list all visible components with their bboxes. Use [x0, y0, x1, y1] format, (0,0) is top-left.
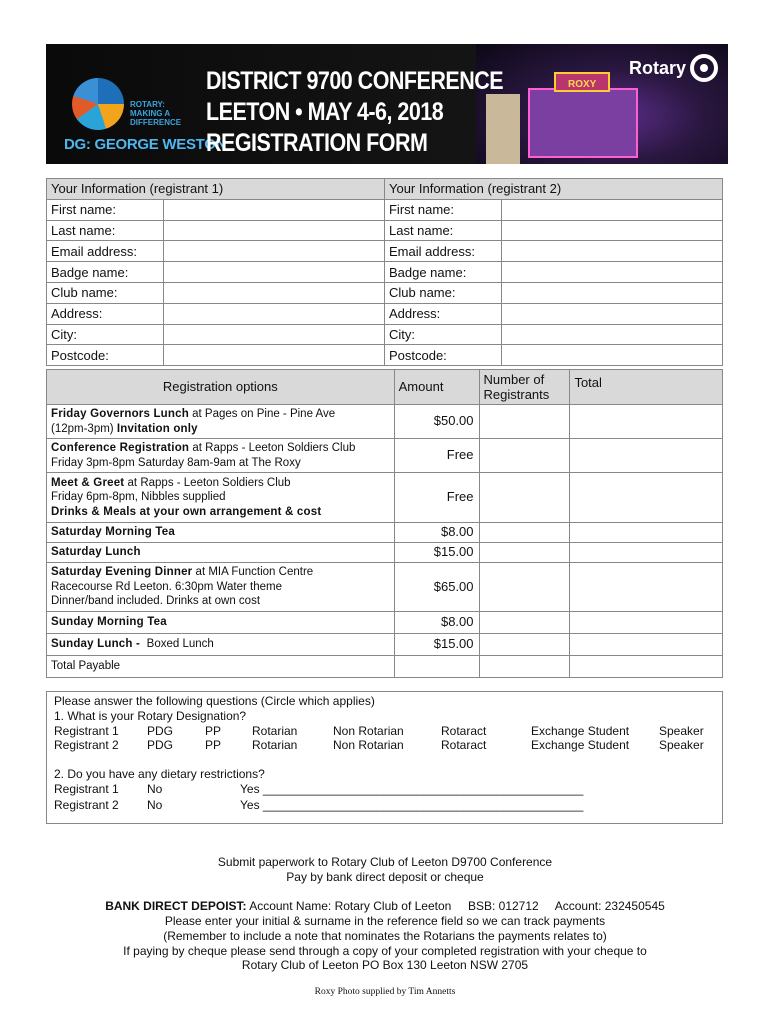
registrant1-field-label: Last name: [47, 220, 164, 241]
registrant2-field-input[interactable] [501, 262, 722, 283]
title-line-1: DISTRICT 9700 CONFERENCE [206, 67, 504, 95]
registrant2-field-input[interactable] [501, 345, 722, 366]
designation-option[interactable]: Rotarian [252, 724, 298, 738]
designation-option[interactable]: PP [205, 724, 222, 738]
registrant2-field-label: Badge name: [384, 262, 501, 283]
registrant1-field-label: Badge name: [47, 262, 164, 283]
title-line-2: LEETON • MAY 4-6, 2018 [206, 98, 444, 126]
info-row [47, 324, 723, 345]
logo-text-2: MAKING A [130, 109, 171, 118]
option-bold-text: Sunday Morning Tea [51, 615, 167, 628]
logo-text-3: DIFFERENCE [130, 118, 182, 127]
info-row [47, 262, 723, 283]
option-description [47, 543, 395, 563]
questions-box [46, 691, 723, 824]
option-row [47, 523, 723, 543]
registrant2-field-label: First name: [384, 199, 501, 220]
option-description [47, 611, 395, 633]
rotary-making-a-difference-logo [72, 78, 124, 130]
registrant-info-table [46, 178, 723, 366]
designation-option[interactable]: PDG [147, 738, 174, 752]
designation-option[interactable]: Rotarian [252, 738, 298, 752]
registrant2-field-input[interactable] [501, 282, 722, 303]
diet-registrant2-yes[interactable]: Yes ________________________________________________ [240, 798, 584, 812]
total-header: Total [570, 370, 723, 405]
option-number-input[interactable] [479, 439, 570, 473]
registrant2-field-label: Address: [384, 303, 501, 324]
option-text: Friday 3pm-8pm Saturday 8am-9am at The Roxy [51, 456, 301, 469]
option-text: Boxed Lunch [143, 637, 214, 650]
option-description [47, 439, 395, 473]
amount-header: Amount [394, 370, 479, 405]
option-text: Racecourse Rd Leeton. 6:30pm Water theme [51, 580, 282, 593]
info-row [47, 220, 723, 241]
logo-text-1: ROTARY: [130, 100, 165, 109]
question-1: 1. What is your Rotary Designation? [54, 709, 247, 723]
option-total-input[interactable] [570, 543, 723, 563]
registrant2-field-input[interactable] [501, 220, 722, 241]
logo-tagline [130, 100, 181, 127]
registrant1-field-label: Email address: [47, 241, 164, 262]
registrant1-field-label: Postcode: [47, 345, 164, 366]
diet-registrant2-no[interactable]: No [147, 798, 163, 812]
bank-label: BANK DIRECT DEPOIST: [105, 899, 247, 913]
designation-option[interactable]: Non Rotarian [333, 724, 404, 738]
cheque-instruction: If paying by cheque please send through a copy of your completed registration with your cheque to [123, 944, 647, 958]
option-bold-text: Meet & Greet [51, 476, 125, 489]
total-payable-number[interactable] [479, 655, 570, 677]
registrant2-header: Your Information (registrant 2) [384, 179, 722, 200]
diet-registrant1-yes[interactable]: Yes ________________________________________________ [240, 782, 584, 796]
registrant2-field-input[interactable] [501, 241, 722, 262]
registrant1-field-label: City: [47, 324, 164, 345]
designation-option[interactable]: Rotaract [441, 738, 487, 752]
option-text: Friday 6pm-8pm, Nibbles supplied [51, 491, 226, 504]
designation-reg2-label: Registrant 2 [54, 738, 119, 752]
info-row [47, 345, 723, 366]
title-line-3: REGISTRATION FORM [206, 129, 428, 157]
option-row [47, 543, 723, 563]
option-bold-text: Saturday Lunch [51, 546, 141, 559]
registrant1-field-input[interactable] [163, 282, 384, 303]
registrant2-field-label: Postcode: [384, 345, 501, 366]
info-row [47, 241, 723, 262]
option-amount: $50.00 [394, 405, 479, 439]
registrant1-field-input[interactable] [163, 345, 384, 366]
designation-option[interactable]: Non Rotarian [333, 738, 404, 752]
total-payable-amount [394, 655, 479, 677]
registrant1-field-input[interactable] [163, 262, 384, 283]
registrant2-field-label: City: [384, 324, 501, 345]
registrant1-header: Your Information (registrant 1) [47, 179, 385, 200]
option-total-input[interactable] [570, 563, 723, 612]
option-amount: $65.00 [394, 563, 479, 612]
option-row [47, 633, 723, 655]
registrant1-field-input[interactable] [163, 199, 384, 220]
bank-deposit-line [0, 899, 770, 913]
registrant2-field-input[interactable] [501, 303, 722, 324]
district-governor: DG: GEORGE WESTON [64, 136, 227, 153]
designation-option[interactable]: Speaker [659, 738, 704, 752]
page-title [206, 66, 503, 159]
option-number-input[interactable] [479, 405, 570, 439]
option-amount: Free [394, 439, 479, 473]
option-number-input[interactable] [479, 563, 570, 612]
photo-credit: Roxy Photo supplied by Tim Annetts [314, 987, 456, 997]
info-row [47, 282, 723, 303]
option-total-input[interactable] [570, 439, 723, 473]
option-description [47, 633, 395, 655]
question-2: 2. Do you have any dietary restrictions? [54, 767, 265, 781]
option-text: at Rapps - Leeton Soldiers Club [124, 476, 291, 489]
option-text: at MIA Function Centre [192, 566, 314, 578]
option-amount: Free [394, 473, 479, 523]
option-bold-text: Sunday Lunch - [51, 637, 144, 650]
option-number-input[interactable] [479, 473, 570, 523]
total-payable-total[interactable] [570, 655, 723, 677]
theatre-building [528, 88, 638, 158]
registrant2-field-label: Last name: [384, 220, 501, 241]
options-header: Registration options [47, 370, 395, 405]
option-text: (12pm-3pm) [51, 422, 117, 435]
designation-option[interactable]: Exchange Student [531, 738, 630, 752]
designation-option[interactable]: Speaker [659, 724, 704, 738]
bank-details: Account Name: Rotary Club of Leeton BSB: 012712 Account: 232450545 [246, 899, 665, 913]
registrant1-field-input[interactable] [163, 241, 384, 262]
registration-options-table [46, 369, 723, 678]
option-total-input[interactable] [570, 405, 723, 439]
option-bold-text: Friday Governors Lunch [51, 408, 189, 420]
option-number-input[interactable] [479, 543, 570, 563]
submit-text: Submit paperwork to Rotary Club of Leeton D9700 Conference [217, 855, 553, 869]
postal-address: Rotary Club of Leeton PO Box 130 Leeton NSW 2705 [241, 958, 529, 972]
registrant1-field-input[interactable] [163, 324, 384, 345]
option-bold-text: Drinks & Meals at your own arrangement & cost [51, 505, 322, 518]
option-number-input[interactable] [479, 611, 570, 633]
option-row [47, 439, 723, 473]
registrant1-field-label: First name: [47, 199, 164, 220]
option-amount: $8.00 [394, 611, 479, 633]
number-header: Number of Registrants [479, 370, 570, 405]
roxy-sign: ROXY [554, 72, 610, 92]
header-banner [46, 44, 728, 164]
registrant1-field-input[interactable] [163, 220, 384, 241]
option-total-input[interactable] [570, 611, 723, 633]
diet-registrant1-no[interactable]: No [147, 782, 163, 796]
registrant1-field-label: Club name: [47, 282, 164, 303]
questions-intro: Please answer the following questions (Circle which applies) [54, 694, 375, 708]
rotary-brand: Rotary [628, 58, 686, 78]
registrant2-field-input[interactable] [501, 199, 722, 220]
registrant2-field-label: Email address: [384, 241, 501, 262]
option-total-input[interactable] [570, 633, 723, 655]
diet-registrant1-label: Registrant 1 [54, 782, 119, 796]
option-text: Dinner/band included. Drinks at own cost [51, 595, 261, 607]
info-row [47, 199, 723, 220]
option-bold-text: Saturday Morning Tea [51, 526, 175, 539]
option-text: at Pages on Pine - Pine Ave [188, 408, 336, 420]
designation-option[interactable]: Exchange Student [531, 724, 630, 738]
option-description [47, 563, 395, 612]
rotary-wheel-icon [690, 54, 718, 82]
total-payable-label: Total Payable [47, 655, 395, 677]
diet-registrant2-label: Registrant 2 [54, 798, 119, 812]
option-description [47, 473, 395, 523]
option-row [47, 611, 723, 633]
registrant2-field-input[interactable] [501, 324, 722, 345]
option-bold-text: Invitation only [116, 422, 198, 435]
reference-instruction: Please enter your initial & surname in the reference field so we can track payments [164, 914, 606, 928]
option-row [47, 473, 723, 523]
designation-option[interactable]: PDG [147, 724, 174, 738]
option-amount: $15.00 [394, 633, 479, 655]
option-text: at Rapps - Leeton Soldiers Club [189, 442, 356, 454]
option-bold-text: Saturday Evening Dinner [51, 566, 193, 578]
designation-option[interactable]: PP [205, 738, 222, 752]
option-bold-text: Conference Registration [51, 442, 190, 454]
registrant2-field-label: Club name: [384, 282, 501, 303]
option-description [47, 523, 395, 543]
option-number-input[interactable] [479, 633, 570, 655]
info-row [47, 303, 723, 324]
option-total-input[interactable] [570, 523, 723, 543]
registrant1-field-label: Address: [47, 303, 164, 324]
pay-text: Pay by bank direct deposit or cheque [286, 870, 484, 884]
option-row [47, 405, 723, 439]
option-number-input[interactable] [479, 523, 570, 543]
registrant1-field-input[interactable] [163, 303, 384, 324]
option-description [47, 405, 395, 439]
option-amount: $8.00 [394, 523, 479, 543]
option-total-input[interactable] [570, 473, 723, 523]
reminder-text: (Remember to include a note that nominates the Rotarians the payments relates to) [163, 929, 607, 943]
option-amount: $15.00 [394, 543, 479, 563]
option-row [47, 563, 723, 612]
designation-option[interactable]: Rotaract [441, 724, 487, 738]
designation-reg1-label: Registrant 1 [54, 724, 119, 738]
